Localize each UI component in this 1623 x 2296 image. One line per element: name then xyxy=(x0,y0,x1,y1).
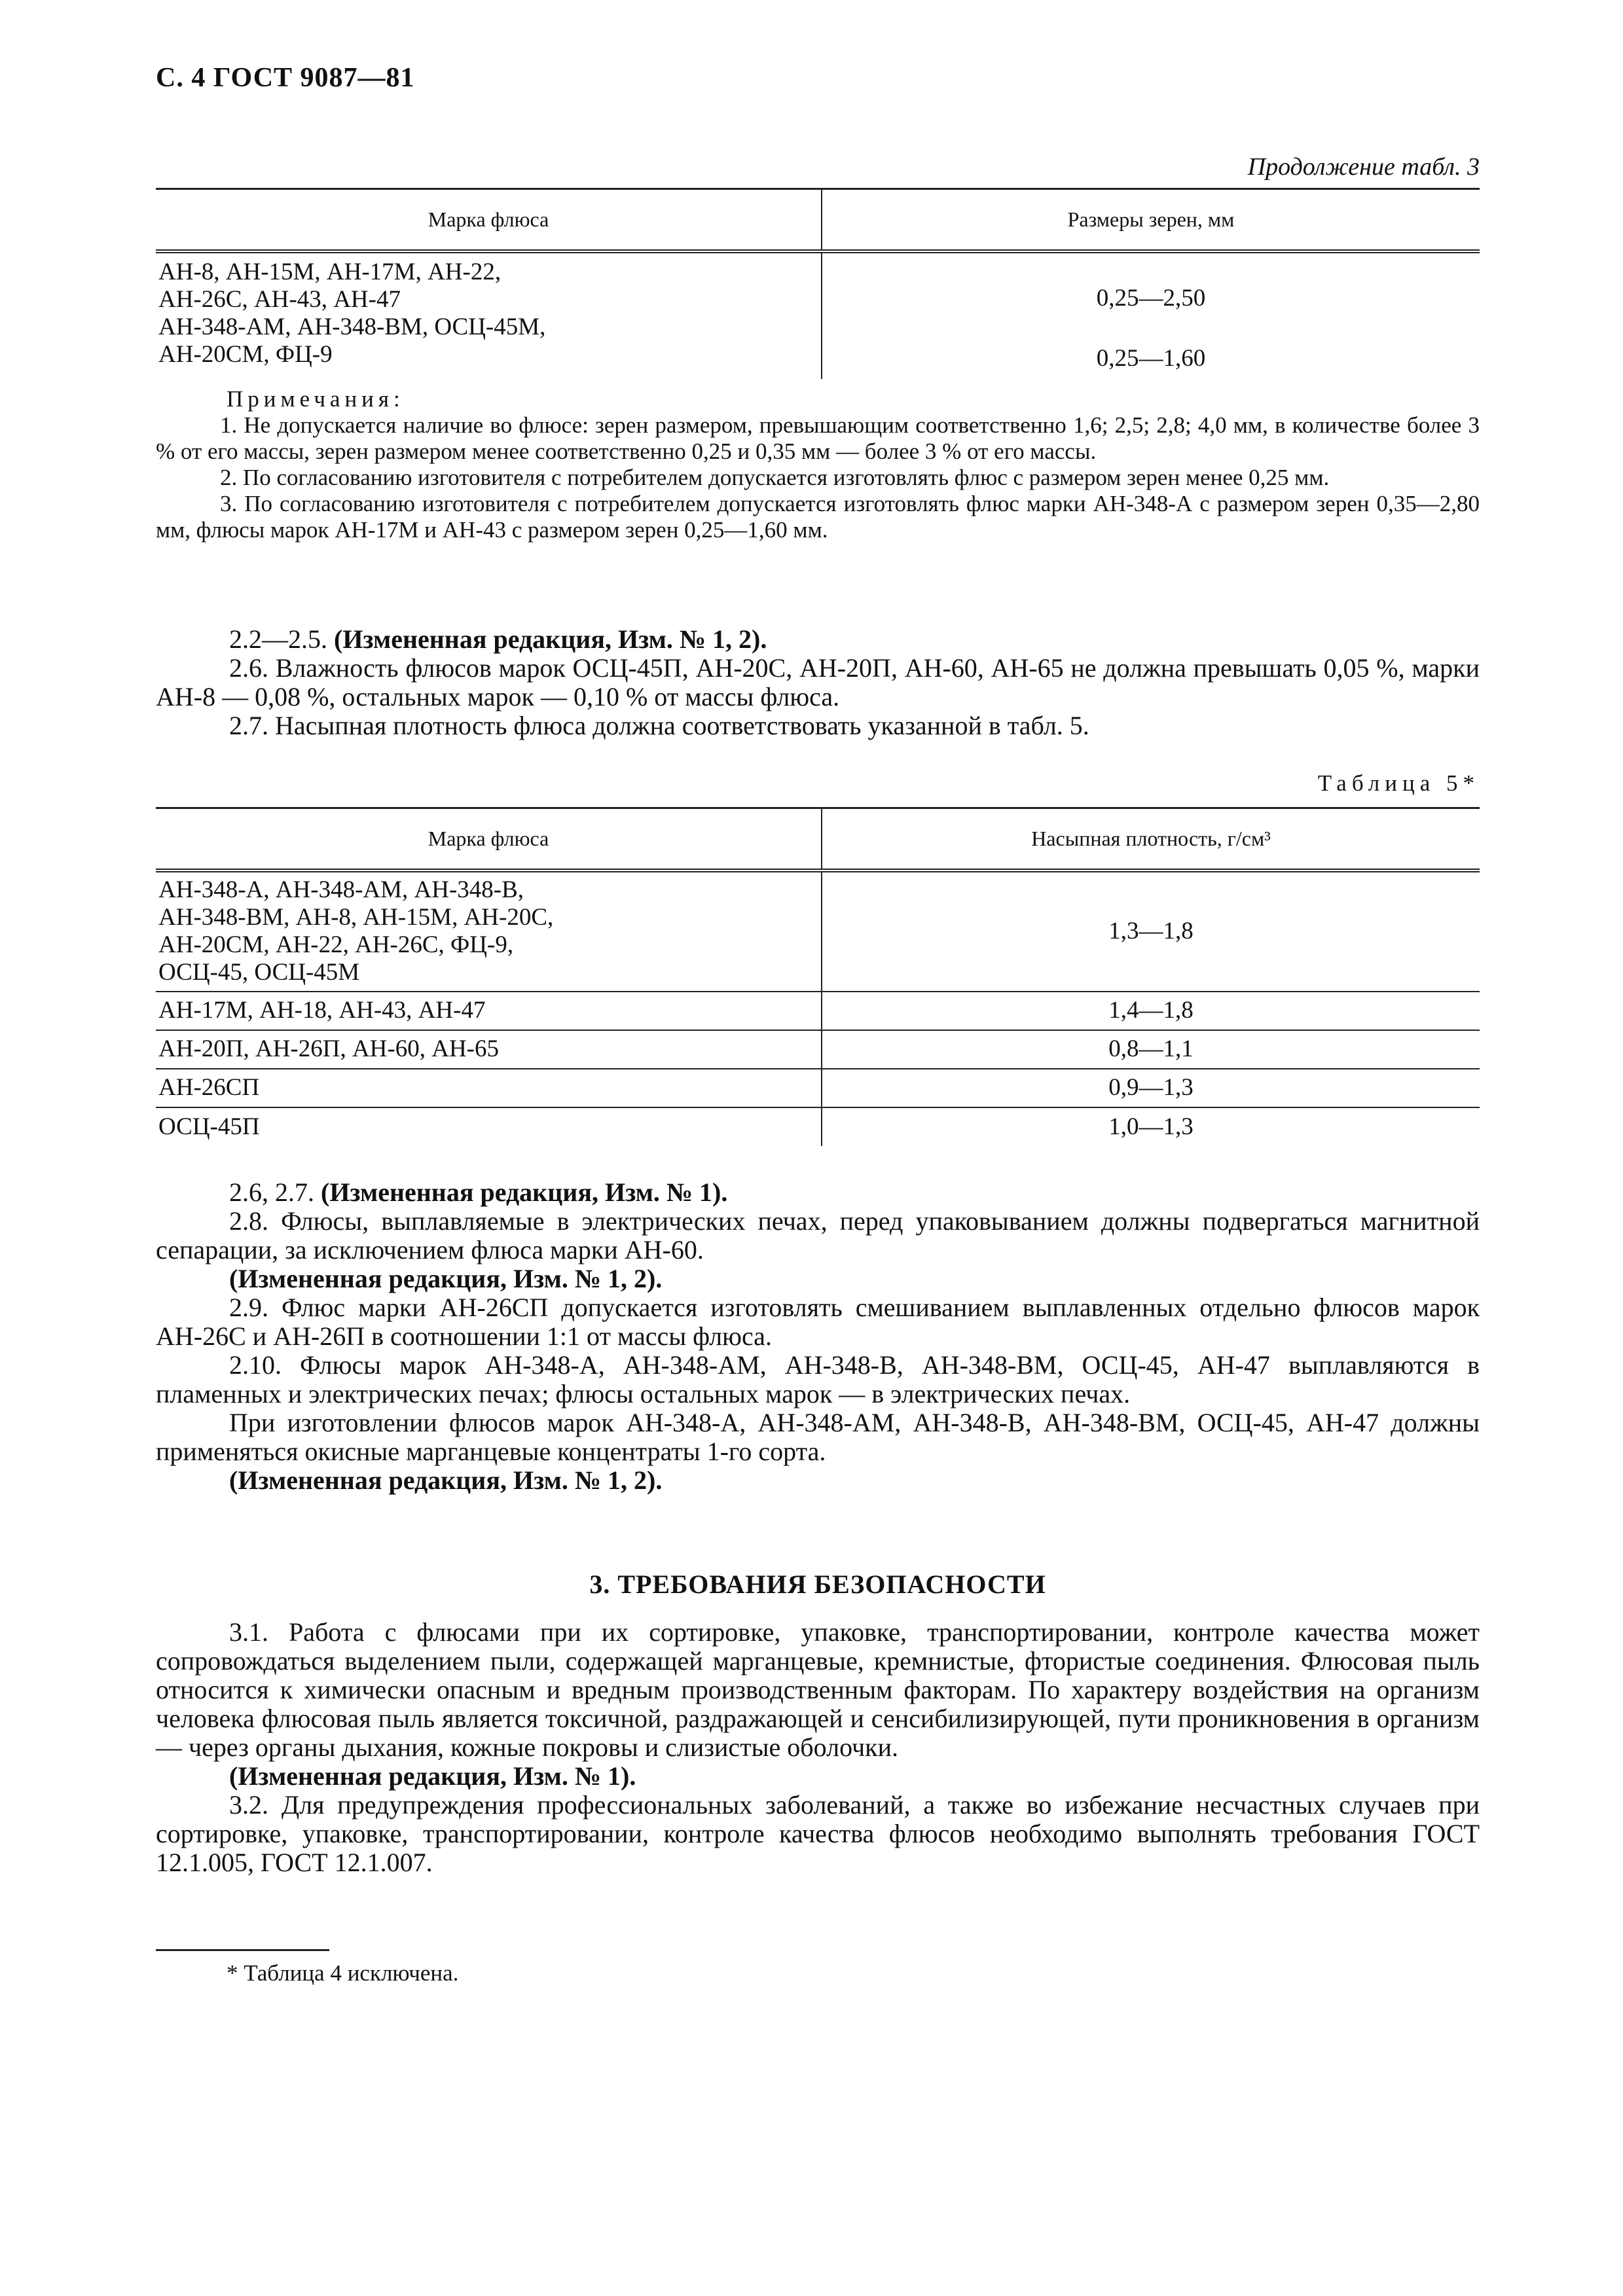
table3-header-brand: Марка флюса xyxy=(156,189,822,251)
section-3-paragraphs xyxy=(156,1618,1480,1877)
table5-density-cell: 1,4—1,8 xyxy=(1108,997,1194,1024)
table5-brand-cell: АН-26СП xyxy=(156,1069,822,1107)
table3-size-cell: 0,25—2,50 xyxy=(1096,284,1206,312)
table5-brand-line: ОСЦ-45, ОСЦ-45М xyxy=(158,959,360,986)
paragraph-3-2: 3.2. Для предупреждения профессиональных заболеваний, а также во избежание несчастных случаев при сортировке, упаковке, транспортировании, контроле качества флюсов необходимо выполнять требования ГОСТ 12.1.005, ГОСТ 12.1.007. xyxy=(156,1790,1480,1877)
section-3-title: 3. ТРЕБОВАНИЯ БЕЗОПАСНОСТИ xyxy=(589,1570,1046,1599)
table3-brand-line: АН-26С, АН-43, АН-47 xyxy=(158,285,401,313)
table3-header-row xyxy=(156,189,1480,251)
note-item: 3. По согласованию изготовителя с потребителем допускается изготовлять флюс марки АН-348-А с размером зерен 0,35—2,80 мм, флюсы марок АН-17М и АН-43 с размером зерен 0,25—1,60 мм. xyxy=(156,491,1480,543)
note-item: 2. По согласованию изготовителя с потребителем допускается изготовлять флюс с размером зерен менее 0,25 мм. xyxy=(220,465,1330,490)
page-header: С. 4 ГОСТ 9087—81 xyxy=(156,63,415,93)
section-2-paragraphs-a xyxy=(156,625,1480,740)
table5-brand-cell: АН-20П, АН-26П, АН-60, АН-65 xyxy=(156,1030,822,1069)
footnote-divider xyxy=(156,1949,329,1951)
paragraph-2-7: 2.7. Насыпная плотность флюса должна соответствовать указанной в табл. 5. xyxy=(229,711,1089,740)
paragraph-2-8: 2.8. Флюсы, выплавляемые в электрических печах, перед упаковыванием должны подвергаться магнитной сепарации, за исключением флюса марки АН-60. xyxy=(156,1206,1480,1265)
table-row xyxy=(156,1030,1480,1069)
paragraph-2-8-revision: (Измененная редакция, Изм. № 1, 2). xyxy=(229,1264,663,1293)
table-row xyxy=(156,251,1480,314)
table5-brand-cell: АН-17М, АН-18, АН-43, АН-47 xyxy=(156,992,822,1030)
table5-header-density: Насыпная плотность, г/см³ xyxy=(822,808,1480,870)
note-item: 1. Не допускается наличие во флюсе: зерен размером, превышающим соответственно 1,6; 2,5; 2,8; 4,0 мм, в количестве более 3 % от его массы, зерен размером менее соответственно 0,25 и 0,35 мм — более 3 % от его массы. xyxy=(156,412,1480,464)
table5-brand-line: АН-348-А, АН-348-АМ, АН-348-В, xyxy=(158,876,524,903)
notes-title: Примечания: xyxy=(227,386,405,412)
table5-caption: Таблица 5* xyxy=(1317,770,1480,796)
section-2-paragraphs-b xyxy=(156,1178,1480,1495)
paragraph-2-9: 2.9. Флюс марки АН-26СП допускается изготовлять смешиванием выплавленных отдельно флюсов марок АН-26С и АН-26П в соотношении 1:1 от массы флюса. xyxy=(156,1293,1480,1351)
table3-notes xyxy=(156,386,1480,543)
table3-continuation-caption: Продолжение табл. 3 xyxy=(1247,153,1480,181)
table-row xyxy=(156,1107,1480,1146)
table3-size-cell: 0,25—1,60 xyxy=(1096,344,1206,372)
table5-brand-line: АН-20СМ, АН-22, АН-26С, ФЦ-9, xyxy=(158,931,514,958)
table5-brand-line: АН-348-ВМ, АН-8, АН-15М, АН-20С, xyxy=(158,904,554,931)
table5-header-row xyxy=(156,808,1480,870)
paragraph-2-10: 2.10. Флюсы марок АН-348-А, АН-348-АМ, АН-348-В, АН-348-ВМ, ОСЦ-45, АН-47 выплавляются в пламенных и электрических печах; флюсы остальных марок — в электрических печах. xyxy=(156,1350,1480,1408)
table3-header-size: Размеры зерен, мм xyxy=(822,189,1480,251)
footnote: * Таблица 4 исключена. xyxy=(227,1960,459,1986)
table5-density-cell: 0,8—1,1 xyxy=(1108,1035,1194,1062)
table3-brand-line: АН-8, АН-15М, АН-17М, АН-22, xyxy=(158,258,501,285)
table3-brand-line: АН-20СМ, ФЦ-9 xyxy=(158,340,333,368)
table-row xyxy=(156,314,1480,379)
paragraph-2-6: 2.6. Влажность флюсов марок ОСЦ-45П, АН-20С, АН-20П, АН-60, АН-65 не должна превышать 0,05 %, марки АН-8 — 0,08 %, остальных марок — 0,10 % от массы флюса. xyxy=(156,653,1480,711)
paragraph-2-10-continued: При изготовлении флюсов марок АН-348-А, АН-348-АМ, АН-348-В, АН-348-ВМ, ОСЦ-45, АН-47 должны применяться окисные марганцевые концентраты 1-го сорта. xyxy=(156,1408,1480,1466)
table5-density-cell: 1,3—1,8 xyxy=(1108,918,1194,944)
table-row xyxy=(156,992,1480,1030)
paragraph-2-2: 2.2—2.5. (Измененная редакция, Изм. № 1, 2). xyxy=(229,624,767,654)
table3-brand-line: АН-348-АМ, АН-348-ВМ, ОСЦ-45М, xyxy=(158,313,546,340)
table5-density-cell: 1,0—1,3 xyxy=(1108,1113,1194,1140)
table5-header-brand: Марка флюса xyxy=(156,808,822,870)
table-5 xyxy=(156,807,1480,1146)
paragraph-2-6-2-7: 2.6, 2.7. (Измененная редакция, Изм. № 1). xyxy=(229,1177,728,1207)
table-3 xyxy=(156,188,1480,379)
table5-brand-cell: ОСЦ-45П xyxy=(156,1107,822,1146)
table-row xyxy=(156,870,1480,992)
paragraph-3-1-revision: (Измененная редакция, Изм. № 1). xyxy=(229,1761,636,1791)
table-row xyxy=(156,1069,1480,1107)
paragraph-2-10-revision: (Измененная редакция, Изм. № 1, 2). xyxy=(229,1465,663,1495)
paragraph-3-1: 3.1. Работа с флюсами при их сортировке, упаковке, транспортировании, контроле качества может сопровождаться выделением пыли, содержащей марганцевые, кремнистые, фтористые соединения. Флюсовая пыль относится к химически опасным и вредным производственным факторам. По характеру воздействия на организм человека флюсовая пыль является токсичной, раздражающей и сенсибилизирующей, пути проникновения в организм — через органы дыхания, кожные покровы и слизистые оболочки. xyxy=(156,1617,1480,1762)
table5-density-cell: 0,9—1,3 xyxy=(1108,1074,1194,1101)
